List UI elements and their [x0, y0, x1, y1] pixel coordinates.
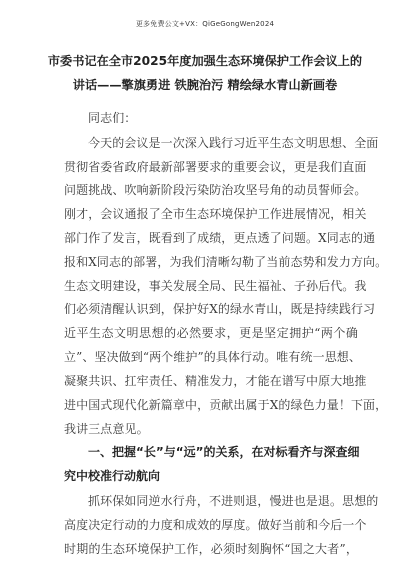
paragraph-line: 报和X同志的部署，为我们清晰勾勒了当前态势和发力方向。: [64, 255, 388, 269]
paragraph-line: 部门作了发言，既看到了成绩，更点透了问题。X同志的通: [64, 231, 376, 245]
paragraph-line: 近平生态文明思想的必然要求，更是坚定拥护“两个确: [64, 326, 358, 340]
paragraph-line: 我讲三点意见。: [64, 422, 149, 436]
paragraph-line: 高度决定行动的力度和成效的厚度。做好当前和今后一个: [64, 518, 367, 532]
promo-banner: 更多免费公文+VX：QiGeGongWen2024: [135, 20, 275, 28]
salutation: 同志们：: [88, 111, 137, 125]
paragraph-line: 立”、坚决做到“两个维护”的具体行动。唯有统一思想、: [64, 350, 362, 364]
document-title-line-1: 市委书记在全市2025年度加强生态环境保护工作会议上的: [47, 54, 363, 68]
paragraph-line: 生态文明建设，事关发展全局、民生福祉、子孙后代。我: [64, 279, 367, 293]
document-title-line-2: 讲话——擎旗勇进 铁腕治污 精绘绿水青山新画卷: [72, 78, 338, 92]
paragraph-line: 进中国式现代化新篇章中，贡献出属于X的绿色力量！下面，: [64, 398, 388, 412]
paragraph-line: 刚才，会议通报了全市生态环境保护工作进展情况，相关: [64, 207, 367, 221]
paragraph-line: 今天的会议是一次深入践行习近平生态文明思想、全面: [88, 136, 379, 150]
paragraph-line: 贯彻省委省政府最新部署要求的重要会议，更是我们直面: [64, 160, 367, 174]
section-heading-line-2: 究中校准行动航向: [64, 469, 161, 483]
section-heading-line-1: 一、把握“长”与“远”的关系，在对标看齐与深查细: [88, 445, 360, 459]
paragraph-line: 抓环保如同逆水行舟，不进则退，慢进也是退。思想的: [88, 494, 379, 508]
paragraph-line: 凝聚共识、扛牢责任、精准发力，才能在谱写中原大地推: [64, 374, 367, 388]
paragraph-line: 时期的生态环境保护工作，必须时刻胸怀“国之大者”，: [64, 542, 358, 556]
paragraph-line: 们必须清醒认识到，保护好X的绿水青山，既是持续践行习: [64, 302, 376, 316]
paragraph-line: 问题挑战、吹响新阶段污染防治攻坚号角的动员誓师会。: [64, 183, 367, 197]
